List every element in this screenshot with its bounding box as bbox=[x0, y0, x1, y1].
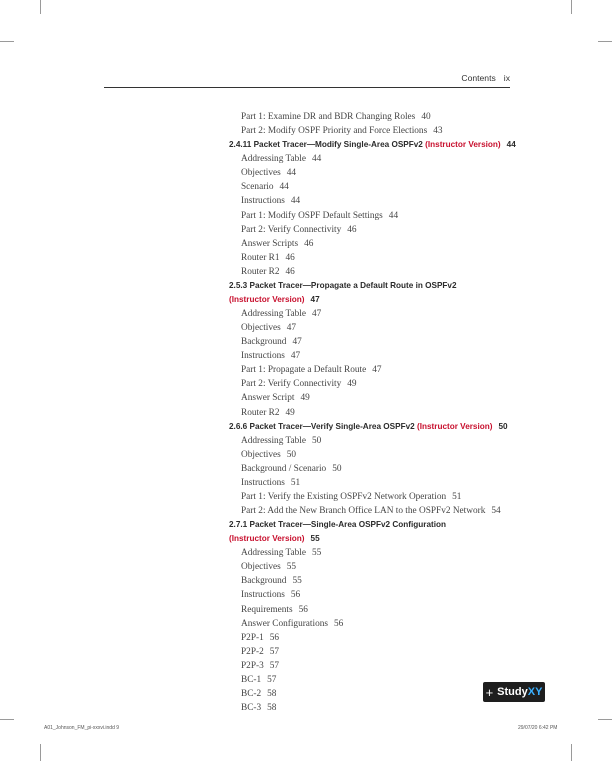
plus-icon: + bbox=[485, 684, 494, 700]
toc-entry: Instructions 47 bbox=[241, 351, 301, 362]
running-header bbox=[104, 73, 510, 83]
toc-entry: Router R2 46 bbox=[241, 266, 295, 277]
toc-entry: Part 1: Verify the Existing OSPFv2 Network Operation 51 bbox=[241, 491, 462, 502]
toc-entry: P2P-3 57 bbox=[241, 660, 280, 671]
crop-mark-left-top bbox=[0, 41, 14, 42]
toc-entry: Router R2 49 bbox=[241, 407, 295, 418]
toc-entry: Requirements 56 bbox=[241, 604, 308, 615]
toc-entry: Addressing Table 55 bbox=[241, 548, 322, 559]
header-section: Contents bbox=[461, 73, 496, 83]
header-page-number: ix bbox=[503, 73, 510, 83]
crop-mark-bottom-left bbox=[40, 744, 41, 761]
toc-entry: Objectives 50 bbox=[241, 449, 297, 460]
toc-entry: Answer Scripts 46 bbox=[241, 238, 314, 249]
toc-entry: Background 47 bbox=[241, 337, 302, 348]
crop-mark-left-bottom bbox=[0, 719, 14, 720]
toc-section-heading-cont: (Instructor Version) 47 bbox=[229, 294, 320, 304]
crop-mark-top-right bbox=[571, 0, 572, 14]
toc-entry: BC-3 58 bbox=[241, 703, 277, 713]
footer-file-slug: A01_Johnson_FM_pi-xxxvi.indd 9 bbox=[44, 725, 120, 731]
toc-entry: BC-2 58 bbox=[241, 688, 277, 699]
crop-mark-right-bottom bbox=[598, 719, 612, 720]
toc-entry: Answer Configurations 56 bbox=[241, 618, 344, 629]
toc-entry: Addressing Table 47 bbox=[241, 309, 322, 319]
toc-entry: Instructions 51 bbox=[241, 477, 301, 488]
toc-entry: Instructions 56 bbox=[241, 590, 301, 601]
toc-entry: Part 2: Verify Connectivity 46 bbox=[241, 224, 357, 235]
toc-entry: Addressing Table 44 bbox=[241, 154, 322, 165]
toc-entry: Objectives 55 bbox=[241, 562, 297, 573]
toc-section-heading-cont: (Instructor Version) 55 bbox=[229, 534, 320, 544]
toc-entry: Part 2: Add the New Branch Office LAN to the OSPFv2 Network 54 bbox=[241, 506, 501, 516]
crop-mark-top-left bbox=[40, 0, 41, 14]
toc-entry: P2P-1 56 bbox=[241, 632, 280, 643]
studyxy-logo: + Study XY bbox=[483, 682, 545, 702]
toc-entry: Part 1: Examine DR and BDR Changing Roles 40 bbox=[241, 112, 431, 122]
header-rule bbox=[104, 87, 510, 88]
crop-mark-bottom-right bbox=[571, 744, 572, 761]
toc-entry: Instructions 44 bbox=[241, 196, 301, 207]
toc-entry: Objectives 47 bbox=[241, 323, 297, 334]
toc-entry: Background / Scenario 50 bbox=[241, 463, 342, 474]
toc-entry: Part 2: Modify OSPF Priority and Force Elections 43 bbox=[241, 126, 443, 137]
toc-entry: Scenario 44 bbox=[241, 182, 289, 193]
toc-entry: BC-1 57 bbox=[241, 674, 277, 685]
toc-entry: Part 1: Propagate a Default Route 47 bbox=[241, 365, 382, 376]
toc-section-heading: 2.6.6 Packet Tracer—Verify Single-Area OSPFv2 (Instructor Version) 50 bbox=[229, 421, 508, 431]
toc-entry: Addressing Table 50 bbox=[241, 435, 322, 446]
toc-entry: Objectives 44 bbox=[241, 168, 297, 179]
toc-entry: Answer Script 49 bbox=[241, 393, 310, 404]
footer-date-slug: 29/07/20 6:42 PM bbox=[518, 725, 558, 731]
toc-entry: Part 1: Modify OSPF Default Settings 44 bbox=[241, 210, 399, 221]
toc-section-heading: 2.5.3 Packet Tracer—Propagate a Default Route in OSPFv2 bbox=[229, 280, 457, 290]
toc-entry: Part 2: Verify Connectivity 49 bbox=[241, 379, 357, 390]
crop-mark-right-top bbox=[598, 41, 612, 42]
toc-entry: Background 55 bbox=[241, 576, 302, 587]
toc-section-heading: 2.4.11 Packet Tracer—Modify Single-Area OSPFv2 (Instructor Version) 44 bbox=[229, 140, 516, 150]
toc-entry: Router R1 46 bbox=[241, 252, 295, 263]
toc-entry: P2P-2 57 bbox=[241, 646, 280, 657]
toc-section-heading: 2.7.1 Packet Tracer—Single-Area OSPFv2 Configuration bbox=[229, 520, 447, 530]
